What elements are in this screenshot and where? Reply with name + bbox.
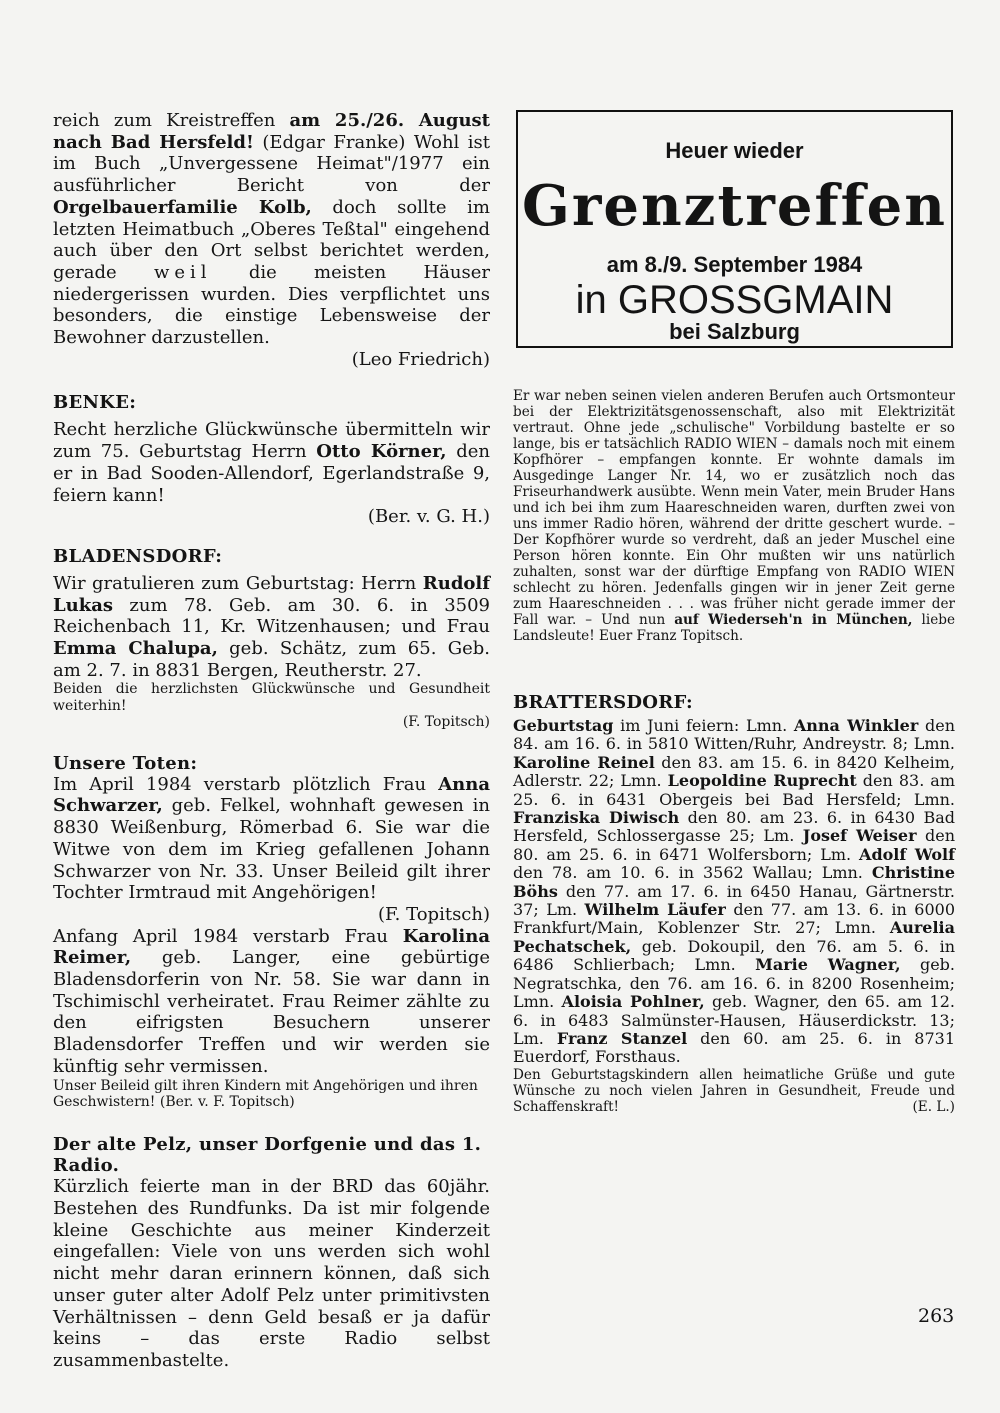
text-run: weil — [153, 261, 212, 283]
bold-name: Anna Winkler — [793, 716, 919, 735]
bold-name: Anna Schwarzer, — [53, 773, 490, 817]
bold-name: Aurelia Pechatschek, — [513, 918, 955, 956]
text-run: (Edgar Franke) Wohl ist im Buch „Unvergessene Heimat"/1977 ein ausführlicher Bericht von der — [53, 131, 491, 197]
bold-name: Emma Chalupa, — [53, 638, 218, 660]
bold-name: Franziska Diwisch — [513, 808, 680, 828]
bold-name: Karoline Reinel — [513, 752, 655, 772]
benke-signature: (Ber. v. G. H.) — [367, 506, 490, 528]
intro-paragraph — [53, 110, 490, 349]
bold-name: Adolf Wolf — [859, 844, 955, 864]
obituary-reimer — [53, 926, 490, 1078]
text-run: die meisten Häuser niedergerissen wurden. Dies verpflichtet uns besonders, die einstige Lebensweise der Bewohner darzustellen. — [53, 261, 490, 349]
text-run: reich zum Kreistreffen — [53, 110, 290, 131]
grenztreffen-advertisement — [516, 110, 953, 348]
ad-location: in GROSSGMAIN — [575, 278, 894, 322]
text-run: Anfang April 1984 verstarb Frau — [53, 925, 403, 947]
bold-name: am 25./26. August nach Bad Hersfeld! — [53, 110, 490, 153]
obituary-schwarzer-signature: (F. Topitsch) — [377, 903, 490, 925]
text-run: den 84. am 16. 6. in 5810 Witten/Ruhr, Andreystr. 8; Lmn. — [513, 716, 955, 754]
pelz-heading: Der alte Pelz, unser Dorfgenie und das 1. Radio. — [53, 1134, 482, 1177]
text-run: Wir gratulieren zum Geburtstag: Herrn — [53, 572, 423, 594]
obituary-schwarzer — [53, 774, 490, 904]
ad-date: am 8./9. September 1984 — [606, 252, 863, 277]
text-run: den 80. am 23. 6. in 6430 Bad Hersfeld, Schlossergasse 25; Lm. — [513, 808, 956, 846]
bold-name: auf Wiederseh'n in München, — [674, 612, 913, 628]
text-run: geb. Schätz, zum 65. Geb. am 2. 7. in 8831 Bergen, Reutherstr. 27. — [53, 638, 490, 681]
bold-name: Franz Stanzel — [556, 1028, 688, 1048]
text-run: geb. Felkel, wohnhaft gewesen in 8830 Weißenburg, Römerbad 6. Sie war die Witwe von dem im Krieg gefallenen Johann Schwarzer von Nr. 33. Unser Beileid gilt ihrer Tochter Irmtraud mit Angehörigen! — [53, 795, 490, 904]
text-run: geb. Langer, eine gebürtige Bladensdorferin von Nr. 58. Sie war dann in Tschimischl verheiratet. Frau Reimer zählte zu den eifrigsten Besuchern unserer Bladensdorfer Treffen und wir werden sie künftig sehr vermissen. — [53, 947, 490, 1077]
ad-title: Grenztreffen — [522, 173, 947, 239]
brattersdorf-heading: BRATTERSDORF: — [513, 692, 693, 713]
bold-name: Christine Böhs — [513, 863, 955, 901]
text-run: den 80. am 25. 6. in 6471 Wolfersborn; Lm. — [513, 826, 956, 864]
ad-heuer-wieder: Heuer wieder — [665, 138, 804, 163]
bold-name: Orgelbauerfamilie Kolb, — [53, 196, 312, 218]
ad-near: bei Salzburg — [669, 319, 800, 344]
text-run: geb. Wagner, den 65. am 12. 6. in 6483 Salmünster-Hausen, Häuserdickstr. 13; Lm. — [513, 992, 955, 1048]
bladensdorf-heading: BLADENSDORF: — [53, 545, 223, 567]
text-run: den 60. am 25. 6. in 8731 Euerdorf, Forsthaus. — [513, 1028, 956, 1067]
text-run: zum 78. Geb. am 30. 6. in 3509 Reichenbach 11, Kr. Witzenhausen; und Frau — [53, 594, 490, 638]
obituaries-heading: Unsere Toten: — [53, 752, 198, 774]
brattersdorf-signature: (E. L.) — [912, 1098, 955, 1115]
radio-story-continued — [513, 388, 955, 644]
bold-name: Otto Körner, — [316, 441, 447, 463]
brattersdorf-birthdays — [513, 717, 955, 1067]
benke-paragraph — [53, 419, 490, 506]
text-run: Er war neben seinen vielen anderen Berufen auch Ortsmonteur bei der Elektrizitätsgenossenschaft, also mit Elektrizität vertraut. Ohne jede „schulische" Vorbildung bastelte er so lange, bis er tatsächlich RADIO WIEN – damals noch mit einem Kopfhörer – empfangen konnte. Er wohnte damals im Ausgedinge Langer Nr. 14, wo er zusätzlich noch das Friseurhandwerk ausübte. Wenn mein Vater, mein Bruder Hans und ich bei ihm zum Haareschneiden waren, durften zwei von uns immer Radio hören, während der dritte geschert wurde. – Der Kopfhörer wurde so verdreht, daß an jeder Muschel eine Person hören konnte. Ein Ohr mußten wir uns natürlich zuhalten, sonst war der dürftige Empfang von RADIO WIEN schlecht zu hören. Jedenfalls gingen wir in jener Zeit gerne zum Haareschneiden . . . was früher nicht gerade immer der Fall war. – Und nun — [513, 388, 955, 628]
right-column — [513, 388, 955, 1115]
bold-name: Wilhelm Läufer — [584, 900, 726, 920]
left-column — [53, 110, 490, 1372]
text-run: den 77. am 13. 6. in 6000 Frankfurt/Main, Koblenzer Str. 27; Lmn. — [513, 900, 956, 938]
bold-name: Karolina Reimer, — [53, 925, 490, 969]
bladensdorf-signature: (F. Topitsch) — [402, 714, 490, 731]
text-run: Im April 1984 verstarb plötzlich Frau — [53, 773, 439, 795]
bold-name: Josef Weiser — [802, 826, 917, 846]
bold-name: Leopoldine Ruprecht — [667, 771, 857, 791]
text-run: doch sollte im letzten Heimatbuch „Oberes Teßtal" eingehend auch über den Ort selbst berichtet werden, gerade — [53, 196, 490, 283]
text-run: den 83. am 25. 6. in 6431 Obergeis bei Bad Hersfeld; Lmn. — [513, 771, 956, 809]
bold-name: Geburtstag — [513, 716, 614, 735]
text-run: geb. Negratschka, den 76. am 16. 6. in 8200 Rosenheim; Lmn. — [513, 955, 955, 1012]
bold-name: Rudolf Lukas — [53, 572, 490, 616]
text-run: im Juni feiern: Lmn. — [613, 716, 794, 735]
text-run: geb. Dokoupil, den 76. am 5. 6. in 6486 Schlierbach; Lmn. — [513, 936, 955, 975]
text-run: den 78. am 10. 6. in 3562 Wallau; Lmn. — [513, 863, 872, 883]
text-run: liebe Landsleute! Euer Franz Topitsch. — [513, 612, 955, 644]
benke-heading: BENKE: — [53, 392, 137, 414]
text-run: den 77. am 17. 6. in 6450 Hanau, Gärtnerstr. 37; Lm. — [513, 881, 955, 920]
pelz-paragraph: Kürzlich feierte man in der BRD das 60jähr. Bestehen des Rundfunks. Da ist mir folgende kleine Geschichte aus meiner Kinderzeit eingefallen: Viele von uns werden sich wohl nicht mehr daran erinnern können, daß sich unser guter alter Adolf Pelz unter primitivsten Verhältnissen – denn Geld besaß er ja dafür keins – das erste Radio selbst zusammenbastelte. — [53, 1176, 490, 1371]
text-run: Recht herzliche Glückwünsche übermitteln wir zum 75. Geburtstag Herrn — [53, 419, 490, 463]
bladensdorf-paragraph — [53, 573, 490, 682]
text-run: den er in Bad Sooden-Allendorf, Egerlandstraße 9, feiern kann! — [53, 441, 490, 506]
intro-signature: (Leo Friedrich) — [351, 348, 490, 370]
bladensdorf-wishes: Beiden die herzlichsten Glückwünsche und Gesundheit weiterhin! — [53, 681, 490, 714]
bold-name: Aloisia Pohlner, — [561, 992, 705, 1012]
page-number: 263 — [918, 1305, 955, 1327]
text-run: den 83. am 15. 6. in 8420 Kelheim, Adlerstr. 22; Lmn. — [513, 752, 956, 791]
obituary-reimer-condolence: Unser Beileid gilt ihren Kindern mit Angehörigen und ihren Geschwistern! (Ber. v. F. Topitsch) — [53, 1077, 478, 1110]
brattersdorf-wishes — [513, 1067, 955, 1115]
bold-name: Marie Wagner, — [755, 955, 901, 975]
brattersdorf-wishes-text: Den Geburtstagskindern allen heimatliche Grüße und gute Wünsche zu noch vielen Jahren in Gesundheit, Freude und Schaffenskraft! — [513, 1066, 955, 1115]
